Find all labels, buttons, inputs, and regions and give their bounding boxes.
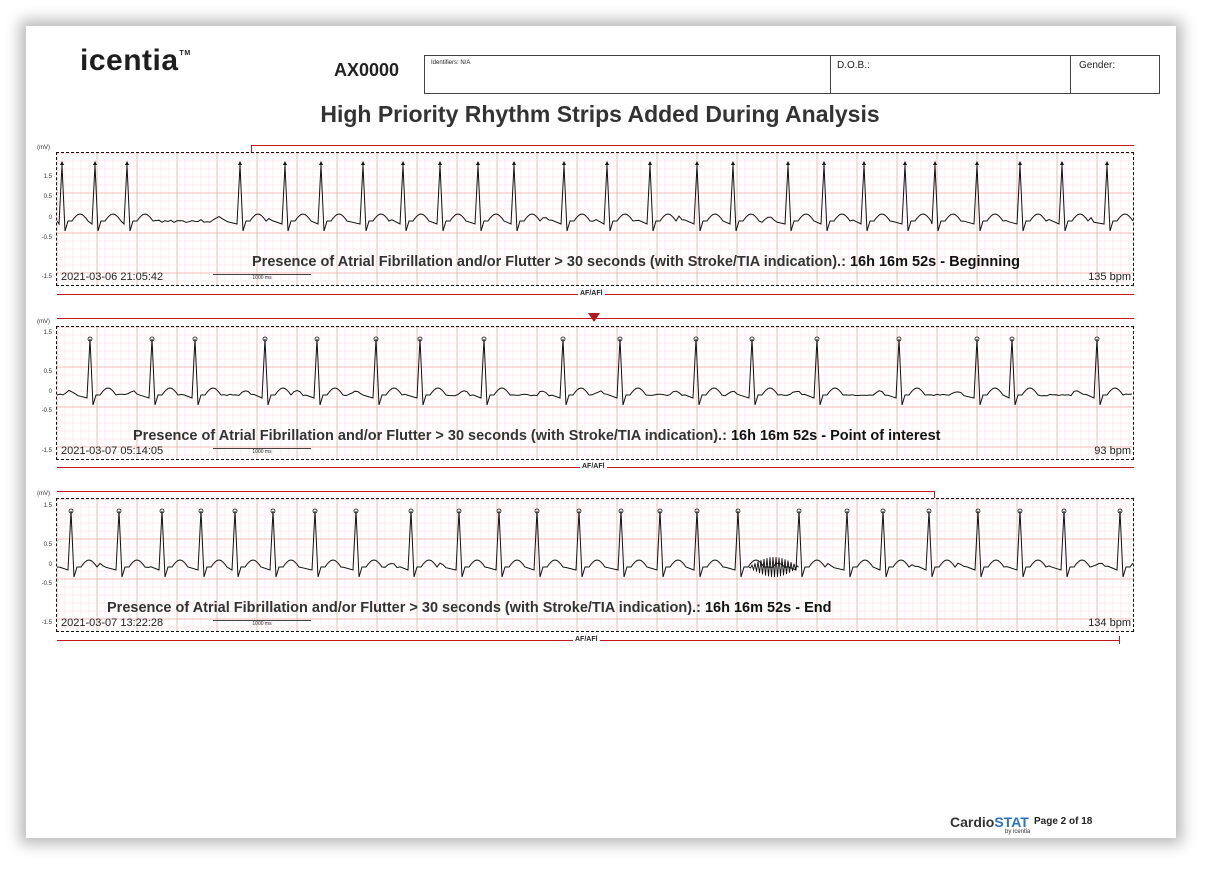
- strip-caption: Presence of Atrial Fibrillation and/or Flutter > 30 seconds (with Stroke/TIA indication).: 16h 16m 52s - Point of interest: [133, 428, 941, 444]
- time-scale-bar: 1000 ms: [213, 274, 311, 281]
- dob-cell: D.O.B.:: [830, 56, 1070, 93]
- page-title: High Priority Rhythm Strips Added During Analysis: [320, 101, 880, 127]
- strip-timestamp: 2021-03-07 13:22:28: [61, 617, 164, 629]
- event-bracket-top: [57, 318, 1134, 319]
- af-label: AF/AFl: [580, 290, 603, 297]
- y-tick: 0.5: [43, 542, 52, 548]
- cardiostat-sublogo: by icentia: [1005, 829, 1031, 835]
- af-label: AF/AFl: [582, 463, 605, 470]
- y-tick: 0: [48, 215, 52, 221]
- y-unit-label: (mV): [37, 145, 50, 151]
- cardiostat-logo: CardioSTAT: [950, 814, 1029, 830]
- heart-rate: 135 bpm: [1088, 271, 1131, 283]
- ecg-strip-beginning: [56, 152, 1134, 286]
- y-unit-label: (mV): [37, 491, 50, 497]
- y-tick: 1.5: [43, 330, 52, 336]
- icentia-logo: icentia™: [80, 44, 191, 77]
- time-scale-bar: 1000 ms: [213, 448, 311, 455]
- event-bracket-top: [251, 145, 1134, 146]
- ecg-strip-end: [56, 498, 1134, 632]
- strip-timestamp: 2021-03-06 21:05:42: [61, 271, 164, 283]
- y-unit-label: (mV): [37, 319, 50, 325]
- patient-info-table: [424, 55, 1160, 94]
- strip-caption: Presence of Atrial Fibrillation and/or Flutter > 30 seconds (with Stroke/TIA indication).: 16h 16m 52s - Beginning: [252, 254, 1020, 270]
- identifiers-cell: Identifiers: N/A: [431, 60, 471, 66]
- strip-timestamp: 2021-03-07 05:14:05: [61, 445, 164, 457]
- af-range-end-tick: [1119, 636, 1120, 644]
- y-tick: 0: [48, 389, 52, 395]
- y-tick: -1.5: [41, 620, 52, 626]
- patient-id: AX0000: [334, 60, 400, 80]
- y-tick: -1.5: [41, 448, 52, 454]
- y-tick: 1.5: [43, 503, 52, 509]
- heart-rate: 93 bpm: [1094, 445, 1131, 457]
- y-tick: 0.5: [43, 194, 52, 200]
- time-scale-bar: 1000 ms: [213, 620, 311, 627]
- page-number: Page 2 of 18: [1034, 816, 1093, 827]
- strip-caption: Presence of Atrial Fibrillation and/or Flutter > 30 seconds (with Stroke/TIA indication).: 16h 16m 52s - End: [107, 600, 832, 616]
- y-tick: 1.5: [43, 174, 52, 180]
- y-tick: -0.5: [41, 581, 52, 587]
- ecg-strip-point-of-interest: [56, 326, 1134, 460]
- heart-rate: 134 bpm: [1088, 617, 1131, 629]
- y-tick: 0.5: [43, 369, 52, 375]
- af-label: AF/AFl: [575, 636, 598, 643]
- y-tick: -0.5: [41, 235, 52, 241]
- gender-cell: Gender:: [1070, 56, 1161, 93]
- y-tick: -0.5: [41, 408, 52, 414]
- y-tick: -1.5: [41, 274, 52, 280]
- event-bracket-top: [57, 491, 935, 492]
- y-tick: 0: [48, 562, 52, 568]
